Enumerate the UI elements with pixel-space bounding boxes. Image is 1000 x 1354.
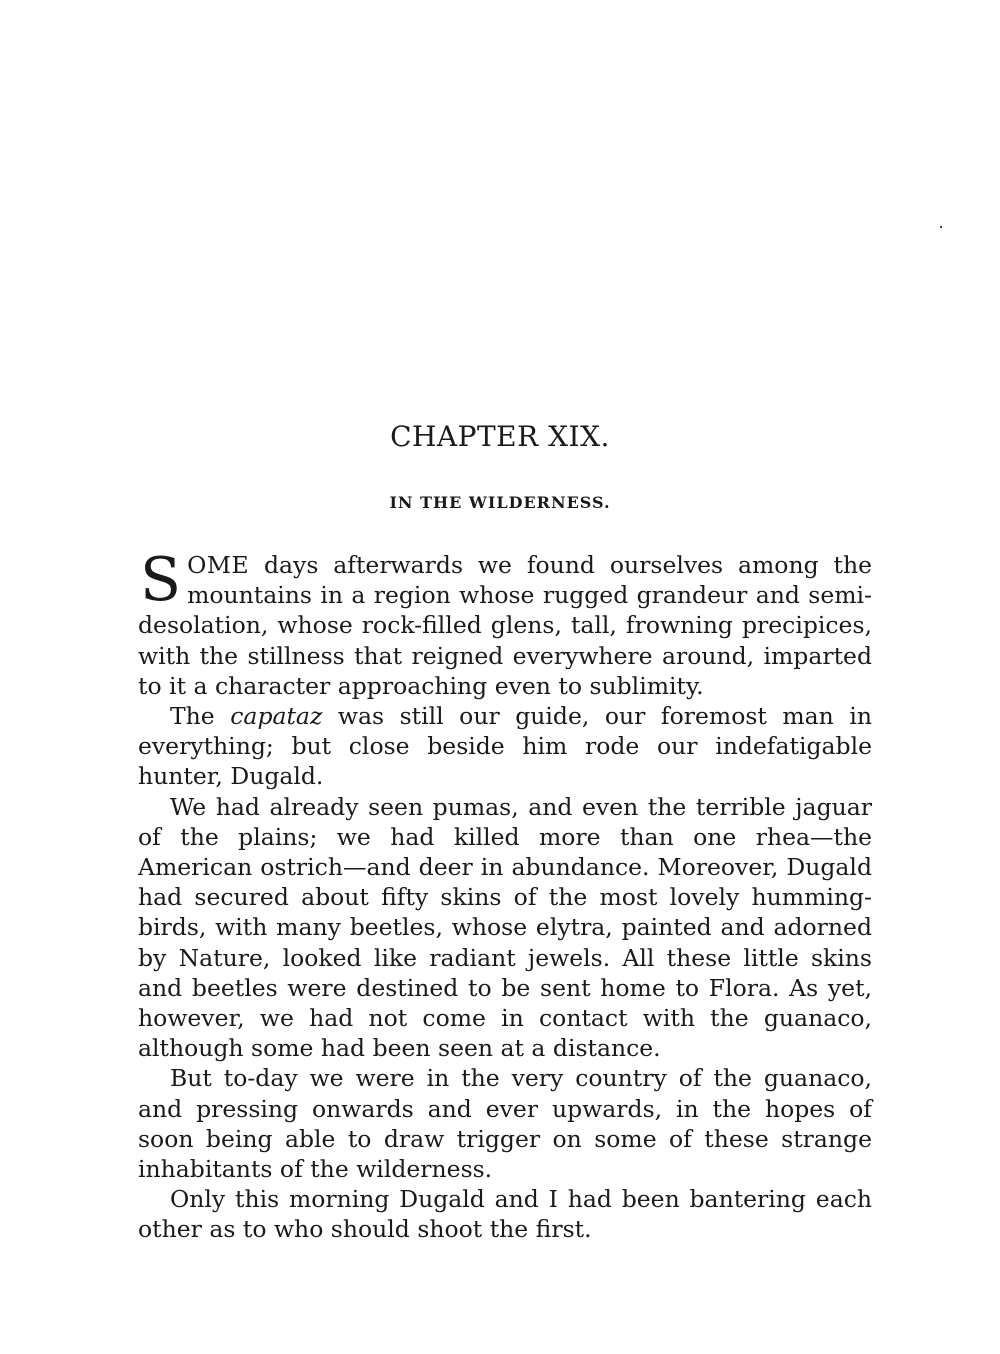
drop-cap: S [140,545,182,615]
chapter-subtitle: IN THE WILDERNESS. [389,493,611,512]
chapter-title: CHAPTER XIX. [390,420,610,453]
chapter-body [138,545,873,1245]
paragraph-1 [138,545,872,701]
paragraph-5: Only this morning Dugald and I had been bantering each other as to who should shoot the first. [138,1185,872,1244]
paragraph-1-text: days afterwards we found ourselves among the mountains in a region whose rugged grandeur and semi-desolation, whose rock-filled glens, tall, frowning precipices, with the stillness that reigned everywhere around, imparted to it a character approaching even to sublimity. [138,551,872,700]
lead-capitals: OME [187,551,250,579]
page-speck [940,226,942,228]
paragraph-2-after: was still our guide, our foremost man in everything; but close beside him rode our indefatigable hunter, Dugald. [138,702,873,791]
paragraph-4: But to-day we were in the very country of the guanaco, and pressing onwards and ever upwards, in the hopes of soon being able to draw trigger on some of these strange inhabitants of the wilderness. [138,1064,872,1184]
paragraph-2-before: The [170,702,231,731]
paragraph-2 [138,701,872,792]
italic-term: capataz [230,702,323,731]
paragraph-3: We had already seen pumas, and even the terrible jaguar of the plains; we had killed more than one rhea—the American ostrich—and deer in abundance. Moreover, Dugald had secured about fifty skins of the most lovely humming-birds, with many beetles, whose elytra, painted and adorned by Nature, looked like radiant jewels. All these little skins and beetles were destined to be sent home to Flora. As yet, however, we had not come in contact with the guanaco, although some had been seen at a distance. [138,792,872,1063]
